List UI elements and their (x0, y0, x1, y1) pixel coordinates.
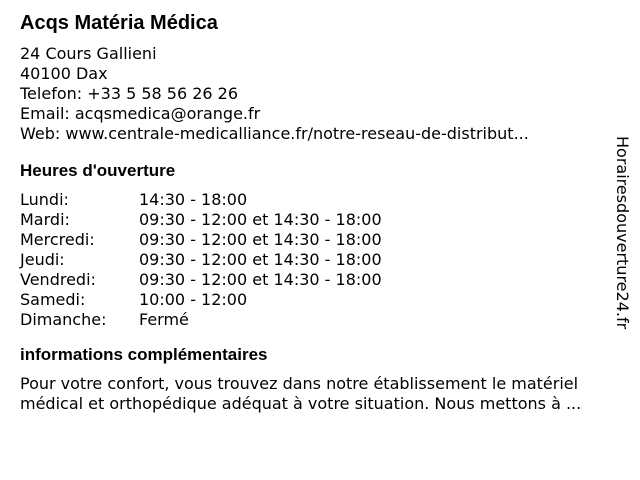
day-label: Jeudi: (20, 250, 65, 269)
hours-row-saturday (20, 290, 612, 310)
info-line: Pour votre confort, vous trouvez dans notre établissement le matériel (20, 374, 579, 393)
day-label: Lundi: (20, 190, 69, 209)
info-heading: informations complémentaires (20, 345, 268, 364)
postal-city: 40100 Dax (20, 64, 108, 83)
time-value: 10:00 - 12:00 (139, 290, 248, 309)
hours-heading: Heures d'ouverture (20, 161, 176, 180)
site-watermark: Horairesdouverture24.fr (613, 136, 632, 330)
time-value: Fermé (139, 310, 189, 329)
address-block (20, 44, 612, 144)
info-paragraph (20, 374, 612, 414)
time-value: 14:30 - 18:00 (139, 190, 248, 209)
time-value: 09:30 - 12:00 et 14:30 - 18:00 (139, 270, 382, 289)
phone-line: Telefon: +33 5 58 56 26 26 (20, 84, 239, 103)
email-line: Email: acqsmedica@orange.fr (20, 104, 261, 123)
day-label: Mardi: (20, 210, 70, 229)
info-line: médical et orthopédique adéquat à votre situation. Nous mettons à ... (20, 394, 582, 413)
hours-row-friday (20, 270, 612, 290)
hours-row-sunday (20, 310, 612, 330)
day-label: Samedi: (20, 290, 86, 309)
hours-row-monday (20, 190, 612, 210)
day-label: Vendredi: (20, 270, 96, 289)
day-label: Mercredi: (20, 230, 95, 249)
business-card (20, 10, 612, 414)
business-name: Acqs Matéria Médica (20, 12, 218, 34)
hours-row-wednesday (20, 230, 612, 250)
hours-row-thursday (20, 250, 612, 270)
hours-row-tuesday (20, 210, 612, 230)
hours-table (20, 190, 612, 330)
time-value: 09:30 - 12:00 et 14:30 - 18:00 (139, 230, 382, 249)
time-value: 09:30 - 12:00 et 14:30 - 18:00 (139, 210, 382, 229)
web-line: Web: www.centrale-medicalliance.fr/notre-reseau-de-distribut... (20, 124, 529, 143)
time-value: 09:30 - 12:00 et 14:30 - 18:00 (139, 250, 382, 269)
street-address: 24 Cours Gallieni (20, 44, 157, 63)
day-label: Dimanche: (20, 310, 107, 329)
